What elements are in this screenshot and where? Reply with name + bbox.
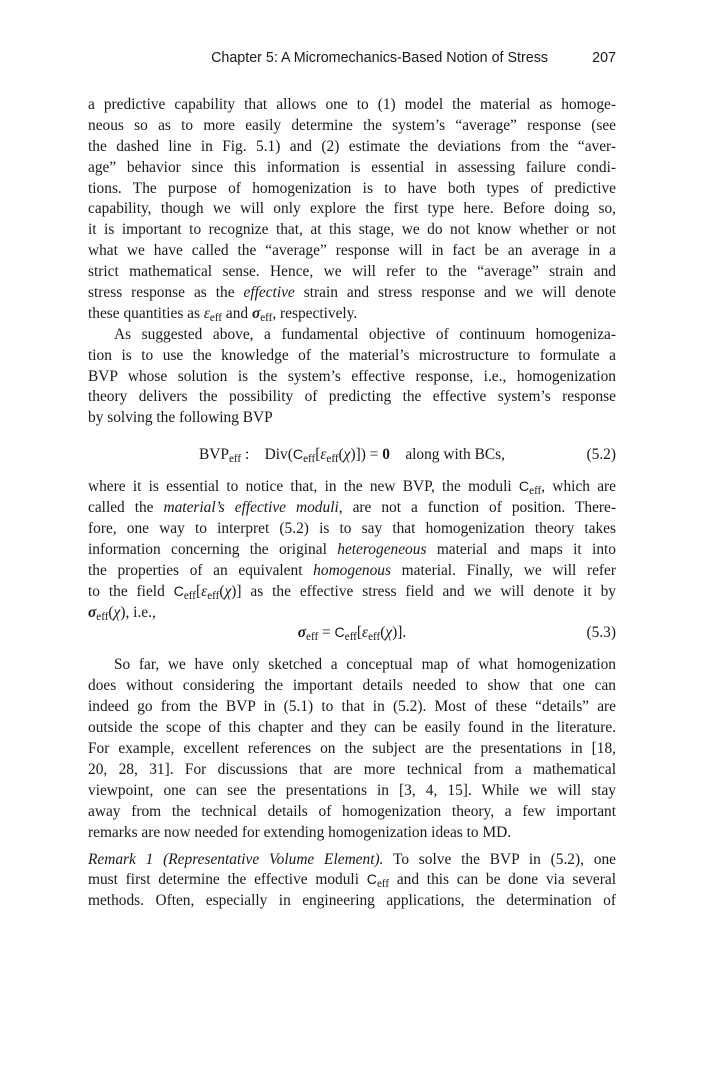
text-line: by solving the following BVP (88, 409, 273, 427)
text-line: For example, excellent references on the subject are the presentations in [18, (88, 740, 616, 758)
emphasis: homogenous (313, 561, 391, 579)
text-line: capability, though we will only explore the first type here. Before doing so, (88, 200, 616, 218)
emphasis: material’s effective moduli (163, 499, 339, 517)
epsilon-symbol: ε (203, 304, 210, 322)
text-line: $\sigma_{eff}(\chi)$, i.e., (88, 603, 156, 623)
equation-number: (5.2) (586, 446, 616, 464)
text-line: it is important to recognize that, at this stage, we do not know whether or not (88, 221, 616, 239)
text-line: Remark 1 (Representative Volume Element). To solve the BVP in (5.2), one (88, 850, 616, 868)
text-line: called the material’s effective moduli, are not a function of position. There- (88, 499, 616, 517)
running-head (88, 50, 616, 70)
text-line: does without considering the important details needed to show that one can (88, 677, 616, 695)
text-line: must first determine the effective moduli $C_{eff}$ and this can be done via several (88, 871, 616, 891)
text-line: 20, 28, 31]. For discussions that are more technical from a mathematical (88, 760, 616, 778)
text-line: to the field $C_{eff}[\varepsilon_{eff}(\chi)]$ as the effective stress field and we will denote it by (88, 582, 616, 602)
paragraph-4 (88, 655, 616, 843)
equation-5-2 (88, 445, 616, 469)
text-line: these quantities as $\varepsilon_{eff}$ and $\sigma_{eff}$, respectively. (88, 304, 358, 324)
emphasis: effective (243, 284, 295, 302)
text-line: away from the technical details of homogenization theory, a few important (88, 802, 616, 820)
text-line: remarks are now needed for extending homogenization ideas to MD. (88, 823, 512, 841)
text-line: the dashed line in Fig. 5.1) and (2) estimate the deviations from the “aver- (88, 137, 616, 155)
remark-1 (88, 850, 616, 913)
text-line: theory delivers the possibility of predicting the effective system’s response (88, 388, 616, 406)
text-line: a predictive capability that allows one to (1) model the material as homoge- (88, 96, 616, 113)
text-line: tion is to use the knowledge of the material’s microstructure to formulate a (88, 346, 616, 364)
sigma-symbol: σ (251, 304, 261, 322)
text-line: stress response as the effective strain and stress response and we will denote (88, 284, 616, 302)
text-line: what we have called the “average” response will in fact be an average in a (88, 242, 616, 260)
text-line: outside the scope of this chapter and they can be easily found in the literature. (88, 719, 616, 737)
remark-label: Remark 1 (Representative Volume Element). (88, 850, 384, 868)
paragraph-2 (88, 325, 616, 429)
page-body (88, 95, 616, 912)
emphasis: heterogeneous (337, 540, 427, 558)
text-line: the properties of an equivalent homogenous material. Finally, we will refer (88, 561, 617, 579)
text-line: BVP whose solution is the system’s effective response, i.e., homogenization (88, 367, 616, 385)
equation-5-3 (88, 623, 616, 647)
paragraph-1 (88, 95, 616, 325)
text-line: information concerning the original heterogeneous material and maps it into (88, 540, 616, 558)
text-line: So far, we have only sketched a conceptual map of what homogenization (114, 656, 616, 674)
text-line: fore, one way to interpret (5.2) is to say that homogenization theory takes (88, 520, 616, 538)
text-line: tions. The purpose of homogenization is to have both types of predictive (88, 179, 616, 197)
text-line: methods. Often, especially in engineering applications, the determination of (88, 892, 616, 910)
text-line: viewpoint, one can see the presentations in [3, 4, 15]. While we will stay (88, 781, 616, 799)
text-line: strict mathematical sense. Hence, we will refer to the “average” strain and (88, 263, 616, 281)
equation-body: $\sigma_{eff} = C_{eff}[\varepsilon_{eff}(\chi)]$. (297, 624, 407, 644)
text-line: where it is essential to notice that, in the new BVP, the moduli $C_{eff}$, which are (88, 478, 616, 498)
chapter-title: Chapter 5: A Micromechanics-Based Notion of Stress (211, 50, 548, 66)
equation-number: (5.3) (586, 624, 616, 642)
text-line: neous so as to more easily determine the system’s “average” response (see (88, 116, 616, 134)
text-line: indeed go from the BVP in (5.1) to that in (5.2). Most of these “details” are (88, 698, 616, 716)
text-line: As suggested above, a fundamental objective of continuum homogeniza- (114, 325, 616, 343)
equation-body: $BVP_{eff}$ : $Div(C_{eff}[\varepsilon_{eff}(\chi)]) = 0$ along with BCs, (199, 446, 505, 466)
paragraph-3 (88, 477, 616, 623)
text-line: age” behavior since this information is essential in assessing failure condi- (88, 158, 616, 176)
page-number: 207 (592, 50, 616, 66)
